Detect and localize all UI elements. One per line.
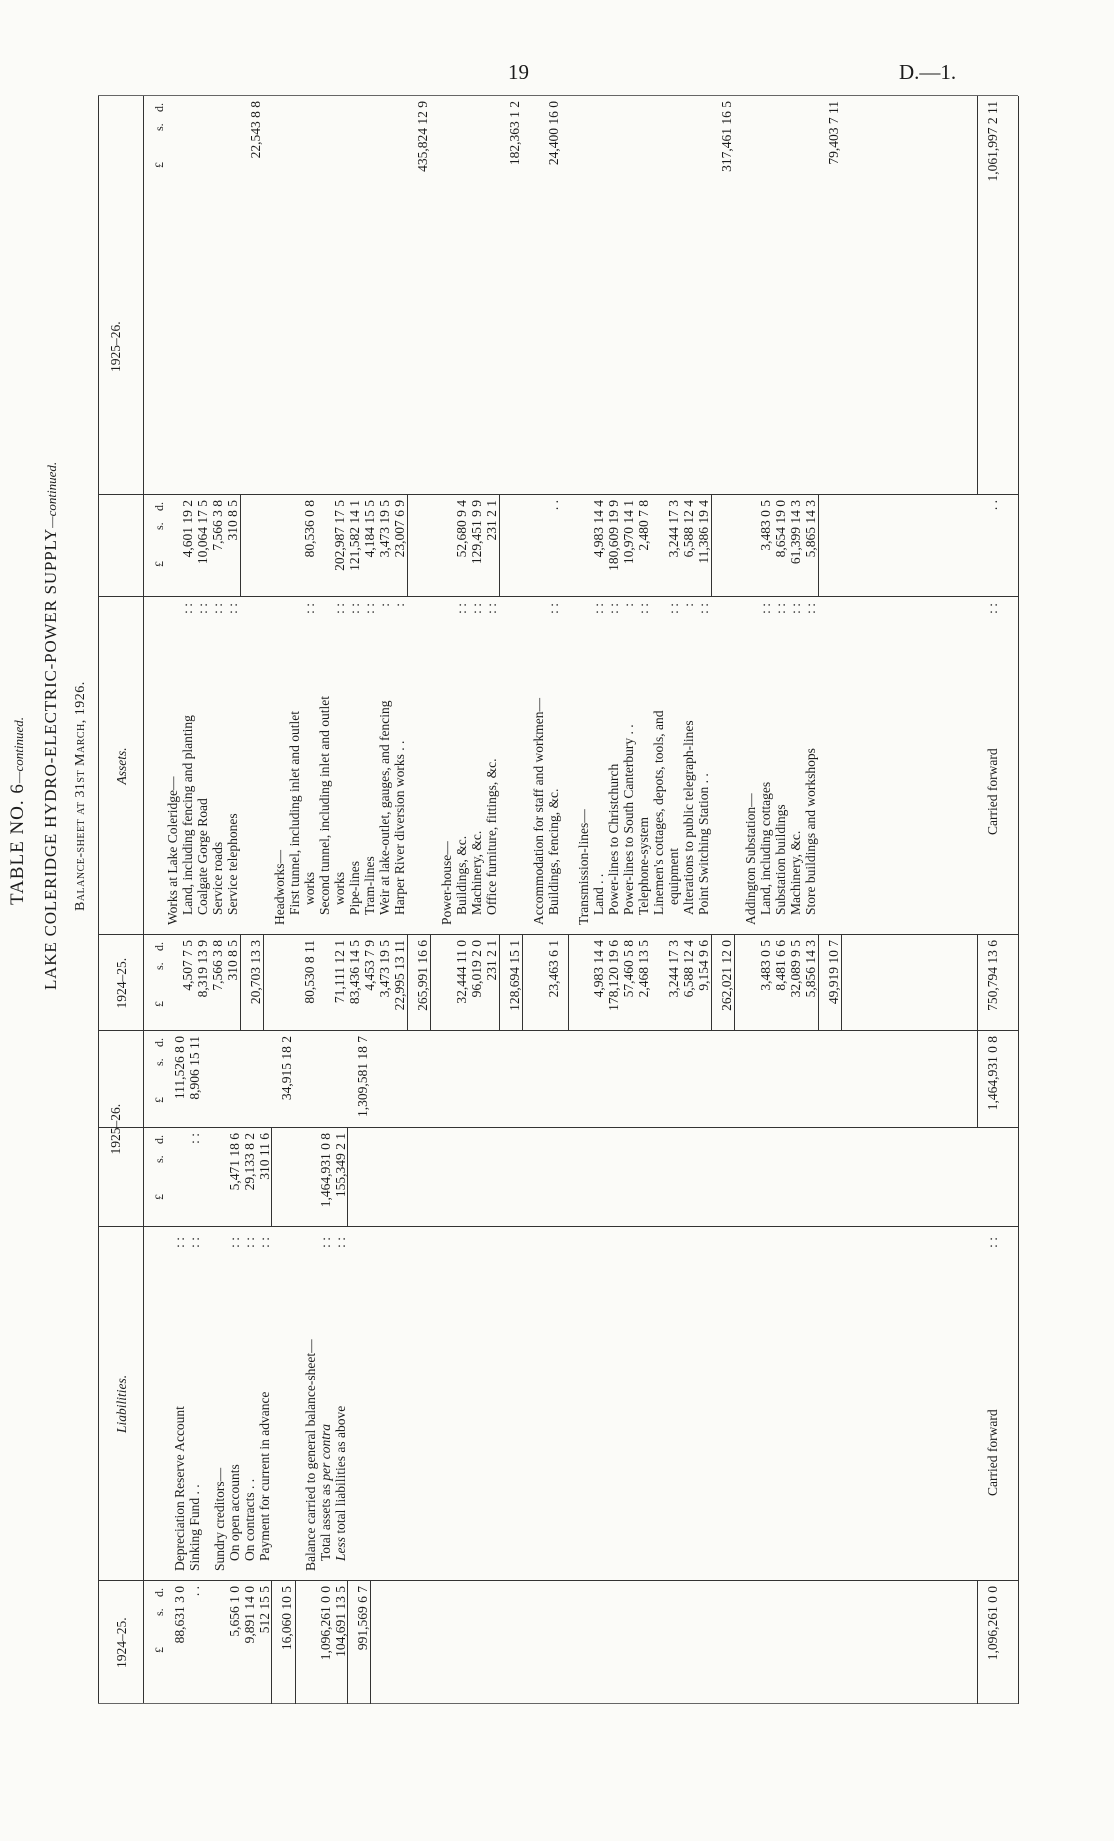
assets-row-dots: : : <box>195 603 210 614</box>
assets-row-label: Works at Lake Coleridge— <box>165 776 180 925</box>
liabilities-1924-header: 1924–25. <box>114 1617 129 1668</box>
subtotal-rule <box>407 495 408 597</box>
liabilities-amount-1925-detail: 1,464,931 0 8 <box>318 1133 333 1208</box>
assets-row-label: Point Switching Station . . <box>696 773 711 915</box>
lsd-liab-curr-a-pound: £ <box>152 1194 166 1200</box>
liabilities-amount-1924: 9,891 14 0 <box>242 1586 257 1644</box>
assets-amount-1925-detail: 180,609 19 9 <box>606 500 621 571</box>
lsd-liab-curr-a-shillings: s. <box>152 1155 166 1163</box>
assets-amount-1924: 71,111 12 1 <box>332 940 347 1004</box>
italic-text: per contra <box>318 1423 333 1481</box>
assets-amount-1925-detail: 8,654 19 0 <box>773 500 788 558</box>
lsd-assets-curr-a-pence: d. <box>152 502 166 511</box>
liabilities-amount-1925-total: 34,915 18 2 <box>279 1036 294 1101</box>
assets-amount-1925-detail: 23,007 6 9 <box>392 500 407 558</box>
table-top-rule <box>98 96 99 1704</box>
assets-amount-1925-detail: 61,399 14 3 <box>788 500 803 565</box>
assets-amount-1924: 2,468 13 5 <box>636 940 651 998</box>
lsd-assets-curr-b-shillings: s. <box>152 123 166 131</box>
assets-row-dots: : : <box>666 603 681 614</box>
assets-amount-1925-total: 1,061,997 2 11 <box>985 101 1000 182</box>
liabilities-amount-1924: 1,096,261 0 0 <box>985 1586 1000 1661</box>
italic-text: Less <box>333 1536 348 1561</box>
liabilities-row-dots: : : <box>257 1237 272 1248</box>
assets-row-dots: : : <box>225 603 240 614</box>
liabilities-amount-1924: 104,691 13 5 <box>333 1586 348 1657</box>
assets-amount-1924: 96,019 2 0 <box>469 940 484 998</box>
assets-row-label: Addington Substation— <box>743 793 758 925</box>
assets-row-label: Buildings, fencing, &c. <box>546 788 561 915</box>
assets-row-dots: : : <box>454 603 469 614</box>
assets-amount-1925-detail: 80,536 0 8 <box>302 500 317 558</box>
assets-amount-1925-detail: 11,386 19 4 <box>696 500 711 564</box>
assets-amount-1924: 9,154 9 6 <box>696 940 711 991</box>
assets-amount-1924: 8,481 6 6 <box>773 940 788 991</box>
assets-row-label: Store buildings and workshops <box>803 748 818 915</box>
assets-amount-1925-detail: . . <box>546 500 561 511</box>
liabilities-row-dots: : : <box>333 1237 348 1248</box>
assets-amount-1925-detail: . . <box>985 500 1000 511</box>
assets-amount-1924: 7,566 3 8 <box>210 940 225 991</box>
liabilities-amount-1924: 1,096,261 0 0 <box>318 1586 333 1661</box>
assets-amount-1924: 23,463 6 1 <box>546 940 561 998</box>
liabilities-row-label: Balance carried to general balance-sheet— <box>303 1339 318 1571</box>
assets-amount-1925-detail: 5,865 14 3 <box>803 500 818 558</box>
assets-row-label: Service roads <box>210 841 225 915</box>
assets-amount-1924: 83,436 14 5 <box>347 940 362 1005</box>
subtotal-rule <box>271 1128 272 1227</box>
assets-row-dots: : : <box>636 603 651 614</box>
table-number-text: TABLE NO. 6 <box>7 783 28 905</box>
assets-1925-header: 1925–26. <box>108 321 123 372</box>
column-rule <box>98 1030 1018 1031</box>
liabilities-row-label: Sinking Fund . . <box>187 1484 202 1571</box>
assets-row-label: Headworks— <box>272 850 287 925</box>
assets-row-dots: : : <box>347 603 362 614</box>
assets-amount-1924: 32,089 9 5 <box>788 940 803 998</box>
assets-row-label: works <box>302 872 317 905</box>
table-subtitle: Balance-sheet at 31st March, 1926. <box>73 681 88 911</box>
liabilities-row-dots: : : <box>172 1237 187 1248</box>
assets-row-label: Second tunnel, including inlet and outlet <box>317 696 332 915</box>
liabilities-row-dots: : : <box>318 1237 333 1248</box>
liabilities-amount-1925-detail: 29,133 8 2 <box>242 1133 257 1191</box>
subtotal-rule <box>734 935 735 1031</box>
assets-heading: Assets. <box>114 747 129 785</box>
assets-amount-1924: 4,983 14 4 <box>591 940 606 998</box>
lsd-assets-curr-b-pound: £ <box>152 162 166 168</box>
assets-amount-1925-detail: 7,566 3 8 <box>210 500 225 551</box>
lsd-assets-prev-pence: d. <box>152 942 166 951</box>
assets-amount-1925-detail: 310 8 5 <box>225 500 240 541</box>
subtotal-rule <box>263 935 264 1031</box>
assets-row-dots: : <box>377 603 392 607</box>
assets-row-dots: : <box>392 603 407 607</box>
table-title-suffix: —continued. <box>44 461 59 528</box>
assets-row-label: First tunnel, including inlet and outlet <box>287 711 302 915</box>
assets-amount-1925-detail: 202,987 17 5 <box>332 500 347 571</box>
assets-amount-1924: 32,444 11 0 <box>454 940 469 1004</box>
column-rule <box>98 596 1018 597</box>
liabilities-row-label: On contracts . . <box>242 1478 257 1561</box>
assets-row-dots: : : <box>985 603 1000 614</box>
liabilities-row-dots: : : <box>187 1237 202 1248</box>
assets-amount-1924: 178,120 19 6 <box>606 940 621 1011</box>
liabilities-row-label: On open accounts <box>227 1464 242 1561</box>
assets-row-dots: : <box>621 603 636 607</box>
subtotal-rule <box>568 935 569 1031</box>
liabilities-amount-1925-detail: 5,471 18 6 <box>227 1133 242 1191</box>
assets-row-label: Machinery, &c. <box>788 830 803 915</box>
lsd-liab-prev-pence: d. <box>152 1588 166 1597</box>
liabilities-row-label: Sundry creditors— <box>212 1467 227 1571</box>
liabilities-row-label: Carried forward <box>985 1409 1000 1496</box>
page-number: 19 <box>508 60 529 84</box>
assets-amount-1924: 57,460 5 8 <box>621 940 636 998</box>
assets-amount-1925-detail: 3,244 17 3 <box>666 500 681 558</box>
subtotal-rule <box>370 1581 371 1704</box>
column-rule <box>98 1580 1018 1581</box>
assets-row-dots: : : <box>803 603 818 614</box>
assets-row-label: Carried forward <box>985 748 1000 835</box>
assets-row-label: Substation buildings <box>773 804 788 915</box>
subtotal-rule <box>499 495 500 597</box>
assets-amount-1925-total: 317,461 16 5 <box>719 101 734 172</box>
subtotal-rule <box>522 935 523 1031</box>
subtotal-rule <box>499 935 500 1031</box>
assets-amount-1924: 49,919 10 7 <box>826 940 841 1005</box>
assets-amount-1925-detail: 3,473 19 5 <box>377 500 392 558</box>
subtotal-rule <box>841 935 842 1031</box>
subtotal-rule <box>818 495 819 597</box>
assets-amount-1925-detail: 2,480 7 8 <box>636 500 651 551</box>
assets-amount-1925-detail: 6,588 12 4 <box>681 500 696 558</box>
assets-row-label: Service telephones <box>225 813 240 915</box>
assets-amount-1924: 5,856 14 3 <box>803 940 818 998</box>
subtotal-rule <box>347 1128 348 1227</box>
liabilities-amount-1924: 16,060 10 5 <box>279 1586 294 1651</box>
liabilities-row-dots: : : <box>227 1237 242 1248</box>
assets-amount-1925-detail: 52,680 9 4 <box>454 500 469 558</box>
assets-row-label: Harper River diversion works . . <box>392 740 407 915</box>
table-title <box>43 462 59 990</box>
assets-amount-1925-total: 24,400 16 0 <box>546 101 561 166</box>
subtotal-rule <box>295 1581 296 1704</box>
assets-amount-1925-total: 79,403 7 11 <box>826 101 841 165</box>
assets-amount-1924: 3,244 17 3 <box>666 940 681 998</box>
assets-row-label: works <box>332 872 347 905</box>
column-rule <box>98 95 1018 96</box>
assets-amount-1924: 20,703 13 3 <box>248 940 263 1005</box>
liabilities-amount-1924: 512 15 5 <box>257 1586 272 1634</box>
assets-row-dots: : : <box>484 603 499 614</box>
table-title-text: LAKE COLERIDGE HYDRO-ELECTRIC-POWER SUPPLY <box>41 527 60 990</box>
assets-amount-1924: 4,453 7 9 <box>362 940 377 991</box>
assets-amount-1925-detail: 129,451 9 9 <box>469 500 484 565</box>
lsd-assets-curr-b-pence: d. <box>152 103 166 112</box>
assets-row-label: Land, including cottages <box>758 781 773 915</box>
assets-row-label: Telephone-system <box>636 816 651 915</box>
liabilities-amount-1924: . . <box>187 1586 202 1597</box>
liabilities-amount-1925-detail: 155,349 2 1 <box>333 1133 348 1198</box>
table-number <box>7 717 28 905</box>
liabilities-heading: Liabilities. <box>114 1374 129 1433</box>
liabilities-amount-1925-total: 1,464,931 0 8 <box>985 1036 1000 1111</box>
assets-amount-1924: 4,507 7 5 <box>180 940 195 991</box>
assets-amount-1925-detail: 231 2 1 <box>484 500 499 541</box>
assets-row-label: Accommodation for staff and workmen— <box>531 698 546 925</box>
assets-amount-1925-detail: 121,582 14 1 <box>347 500 362 571</box>
header-rule <box>143 96 144 1704</box>
assets-row-label: Office furniture, fittings, &c. <box>484 758 499 915</box>
assets-amount-1924: 6,588 12 4 <box>681 940 696 998</box>
subtotal-rule <box>430 935 431 1031</box>
lsd-liab-curr-b-shillings: s. <box>152 1058 166 1066</box>
assets-amount-1925-detail: 4,983 14 4 <box>591 500 606 558</box>
assets-row-label: Power-house— <box>439 841 454 925</box>
assets-amount-1924: 262,021 12 0 <box>719 940 734 1011</box>
assets-amount-1924: 80,530 8 11 <box>302 940 317 1004</box>
assets-row-label: Power-lines to Christchurch <box>606 763 621 915</box>
assets-row-dots: : : <box>302 603 317 614</box>
liabilities-row-label: Total assets as per contra <box>318 1423 333 1561</box>
lsd-assets-prev-pound: £ <box>152 1001 166 1007</box>
assets-amount-1925-total: 435,824 12 9 <box>415 101 430 172</box>
assets-amount-1924: 3,473 19 5 <box>377 940 392 998</box>
liabilities-amount-1925-total: 8,906 15 11 <box>187 1036 202 1100</box>
liabilities-amount-1925-total: 1,309,581 18 7 <box>355 1036 370 1117</box>
liabilities-amount-1925-detail: : : <box>187 1133 202 1144</box>
assets-row-label: Machinery, &c. <box>469 830 484 915</box>
assets-amount-1925-detail: 10,970 14 1 <box>621 500 636 565</box>
column-rule <box>98 934 1018 935</box>
liabilities-amount-1924: 991,569 6 7 <box>355 1586 370 1651</box>
assets-row-label: Transmission-lines— <box>576 809 591 925</box>
assets-row-dots: : : <box>180 603 195 614</box>
liabilities-amount-1924: 88,631 3 0 <box>172 1586 187 1644</box>
document-reference: D.—1. <box>899 60 957 84</box>
assets-row-dots: : : <box>546 603 561 614</box>
subtotal-rule <box>818 935 819 1031</box>
assets-row-label: Land, including fencing and planting <box>180 715 195 915</box>
assets-amount-1924: 231 2 1 <box>484 940 499 981</box>
lsd-liab-prev-shillings: s. <box>152 1608 166 1616</box>
lsd-liab-curr-a-pence: d. <box>152 1135 166 1144</box>
assets-row-label: Land . . <box>591 873 606 915</box>
column-rule <box>98 1703 1018 1704</box>
liabilities-1925-header: 1925–26. <box>108 1103 123 1155</box>
assets-row-dots: : : <box>362 603 377 614</box>
table-bottom-rule <box>1018 96 1019 1704</box>
liabilities-amount-1924: 5,656 1 0 <box>227 1586 242 1637</box>
assets-amount-1925-detail: 4,184 15 5 <box>362 500 377 558</box>
column-rule <box>98 494 1018 495</box>
assets-row-label: Buildings, &c. <box>454 835 469 915</box>
subtotal-rule <box>711 935 712 1031</box>
assets-row-label: Tram-lines <box>362 856 377 915</box>
assets-row-dots: : : <box>788 603 803 614</box>
liabilities-amount-1925-detail: 310 11 6 <box>257 1133 272 1180</box>
liabilities-row-dots: : : <box>985 1237 1000 1248</box>
assets-amount-1925-total: 182,363 1 2 <box>507 101 522 166</box>
lsd-assets-curr-a-shillings: s. <box>152 522 166 530</box>
subtotal-rule <box>240 495 241 597</box>
lsd-liab-curr-b-pound: £ <box>152 1097 166 1103</box>
lsd-liab-prev-pound: £ <box>152 1647 166 1653</box>
liabilities-row-label: Depreciation Reserve Account <box>172 1406 187 1571</box>
liabilities-amount-1925-total: 111,526 8 0 <box>172 1036 187 1100</box>
assets-amount-1924: 310 8 5 <box>225 940 240 981</box>
lsd-liab-curr-b-pence: d. <box>152 1038 166 1047</box>
assets-row-label: Alterations to public telegraph-lines <box>681 720 696 915</box>
assets-row-dots: : : <box>210 603 225 614</box>
assets-row-label: Pipe-lines <box>347 861 362 915</box>
assets-row-dots: : : <box>758 603 773 614</box>
assets-amount-1924: 22,995 13 11 <box>392 940 407 1011</box>
assets-amount-1924: 265,991 16 6 <box>415 940 430 1011</box>
assets-row-dots: : : <box>696 603 711 614</box>
subtotal-rule <box>711 495 712 597</box>
assets-row-dots: : : <box>591 603 606 614</box>
liabilities-row-label: Less total liabilities as above <box>333 1405 348 1561</box>
total-rule <box>977 1581 978 1704</box>
subtotal-rule <box>240 935 241 1031</box>
total-rule <box>977 1031 978 1128</box>
subtotal-rule <box>407 935 408 1031</box>
subtotal-rule <box>271 1581 272 1704</box>
assets-amount-1924: 750,794 13 6 <box>985 940 1000 1011</box>
assets-row-label: Coalgate Gorge Road <box>195 798 210 915</box>
assets-amount-1924: 128,694 15 1 <box>507 940 522 1011</box>
total-rule <box>977 935 978 1031</box>
assets-row-label: equipment <box>666 848 681 905</box>
assets-amount-1924: 3,483 0 5 <box>758 940 773 991</box>
total-rule <box>977 96 978 495</box>
assets-row-dots: : : <box>773 603 788 614</box>
lsd-assets-prev-shillings: s. <box>152 962 166 970</box>
column-rule <box>98 1226 1018 1227</box>
assets-row-label: Weir at lake-outlet, gauges, and fencing <box>377 700 392 915</box>
assets-row-label: Power-lines to South Canterbury . . <box>621 724 636 915</box>
assets-row-dots: : <box>681 603 696 607</box>
assets-amount-1925-detail: 10,064 17 5 <box>195 500 210 565</box>
assets-amount-1925-detail: 4,601 19 2 <box>180 500 195 558</box>
assets-amount-1925-detail: 3,483 0 5 <box>758 500 773 551</box>
liabilities-row-label: Payment for current in advance <box>257 1391 272 1561</box>
assets-amount-1924: 8,319 13 9 <box>195 940 210 998</box>
column-rule <box>98 1127 1018 1128</box>
table-number-suffix: —continued. <box>11 717 26 784</box>
subtotal-rule <box>347 1581 348 1704</box>
assets-1924-header: 1924–25. <box>114 957 129 1009</box>
liabilities-row-dots: : : <box>242 1237 257 1248</box>
assets-row-dots: : : <box>332 603 347 614</box>
assets-row-label: Linemen's cottages, depots, tools, and <box>651 710 666 915</box>
lsd-assets-curr-a-pound: £ <box>152 561 166 567</box>
assets-amount-1925-total: 22,543 8 8 <box>248 101 263 159</box>
assets-row-dots: : : <box>469 603 484 614</box>
assets-row-dots: : : <box>606 603 621 614</box>
